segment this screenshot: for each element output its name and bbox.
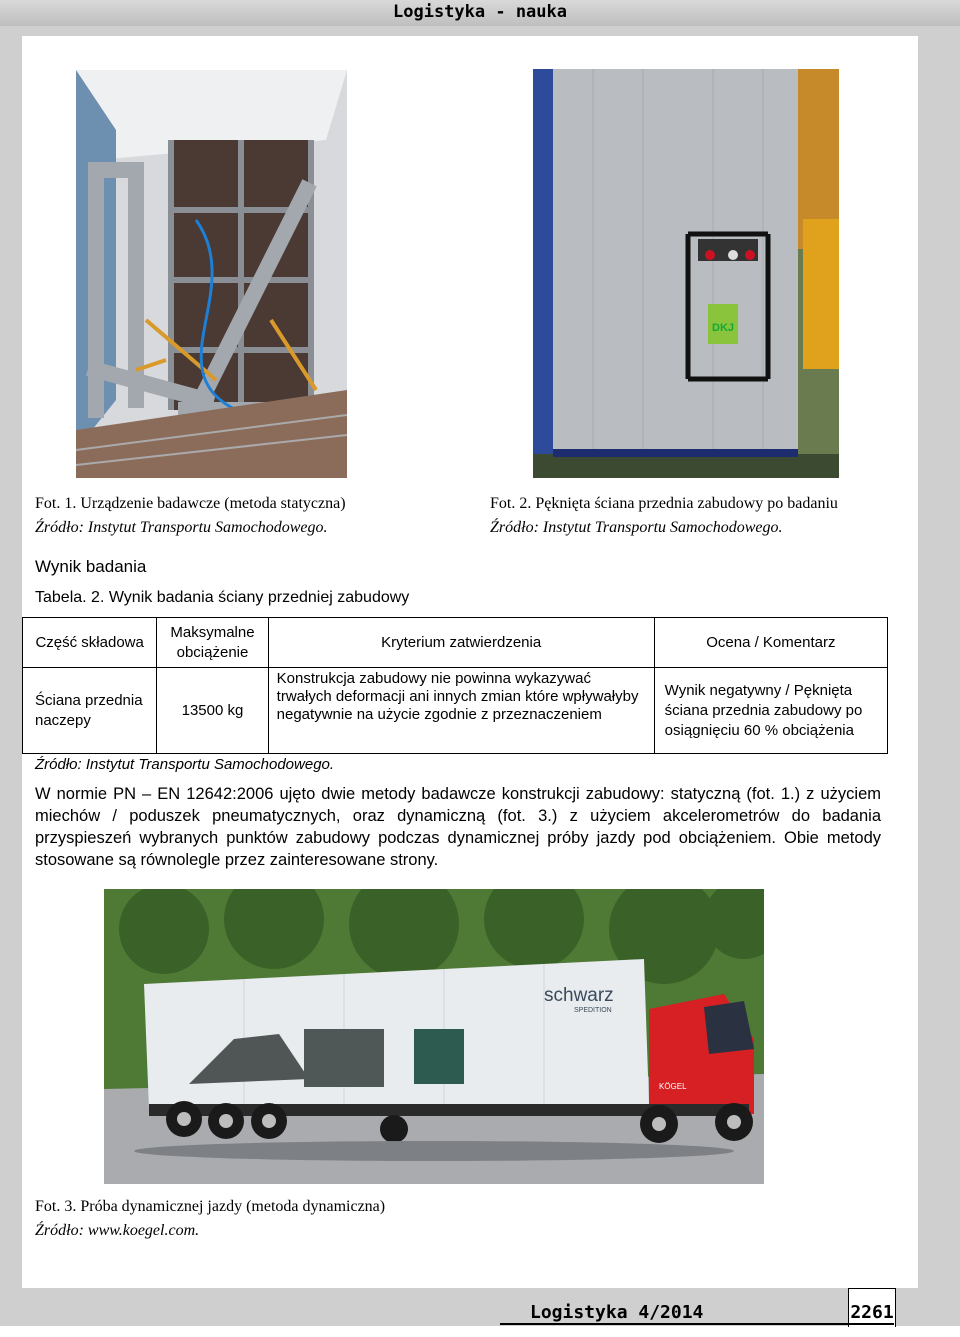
header-comment: Ocena / Komentarz [654,618,887,668]
photo3-source: Źródło: www.koegel.com. [35,1222,200,1239]
trailer-sub: SPEDITION [574,1007,612,1014]
footer-rule [500,1323,894,1325]
photo-dynamic-test-truck [104,889,764,1184]
photo-static-test-rig [76,70,347,478]
header-load: Maksymalne obciążenie [157,618,268,668]
page-margin-left [0,26,22,1292]
page-margin-top [22,26,918,36]
cell-part: Ściana przednia naczepy [23,668,157,754]
cell-load: 13500 kg [157,668,268,754]
bag-label: DKJ [712,322,735,334]
cell-criterion: Konstrukcja zabudowy nie powinna wykazywać trwałych deformacji ani innych zmian które wpływałyby negatywnie na użycie zgodnie z przeznaczeniem [268,668,654,754]
photo2-caption: Fot. 2. Pęknięta ściana przednia zabudowy po badaniu [490,495,838,512]
page-number: 2261 [848,1288,896,1327]
table-row [23,668,888,754]
photo3-caption: Fot. 3. Próba dynamicznej jazdy (metoda dynamiczna) [35,1198,386,1215]
table-caption: Tabela. 2. Wynik badania ściany przedniej zabudowy [35,589,410,606]
section-title: Wynik badania [35,557,147,576]
page-margin-bottom [0,1288,960,1326]
photo2-source: Źródło: Instytut Transportu Samochodowego. [490,519,783,536]
photo1-caption: Fot. 1. Urządzenie badawcze (metoda statyczna) [35,495,346,512]
photo1-source: Źródło: Instytut Transportu Samochodowego. [35,519,328,536]
trailer-brand: schwarz [544,985,614,1006]
cell-comment: Wynik negatywny / Pęknięta ściana przednia zabudowy po osiągnięciu 60 % obciążenia [654,668,887,754]
body-paragraph: W normie PN – EN 12642:2006 ujęto dwie metody badawcze konstrukcji zabudowy: statyczną (fot. 1.) z użyciem miechów / poduszek pneumatycznych, oraz dynamiczną (fot. 3.) z użyciem akcelerometrów do badania przyspieszeń wybranych punktów zabudowy podczas dynamicznej próby jazdy pod obciążeniem. Obie metody stosowane są równolegle przez zainteresowane strony. [35,785,881,869]
header-part: Część składowa [23,618,157,668]
cab-brand: KÖGEL [659,1082,687,1091]
table-header-row [23,618,888,668]
photo-cracked-front-wall [533,69,839,478]
table-source: Źródło: Instytut Transportu Samochodowego. [35,754,336,776]
header-criterion: Kryterium zatwierdzenia [268,618,654,668]
page-margin-right [918,26,960,1292]
results-table [22,617,888,754]
running-header: Logistyka - nauka [393,2,567,22]
journal-issue: Logistyka 4/2014 [530,1302,704,1323]
